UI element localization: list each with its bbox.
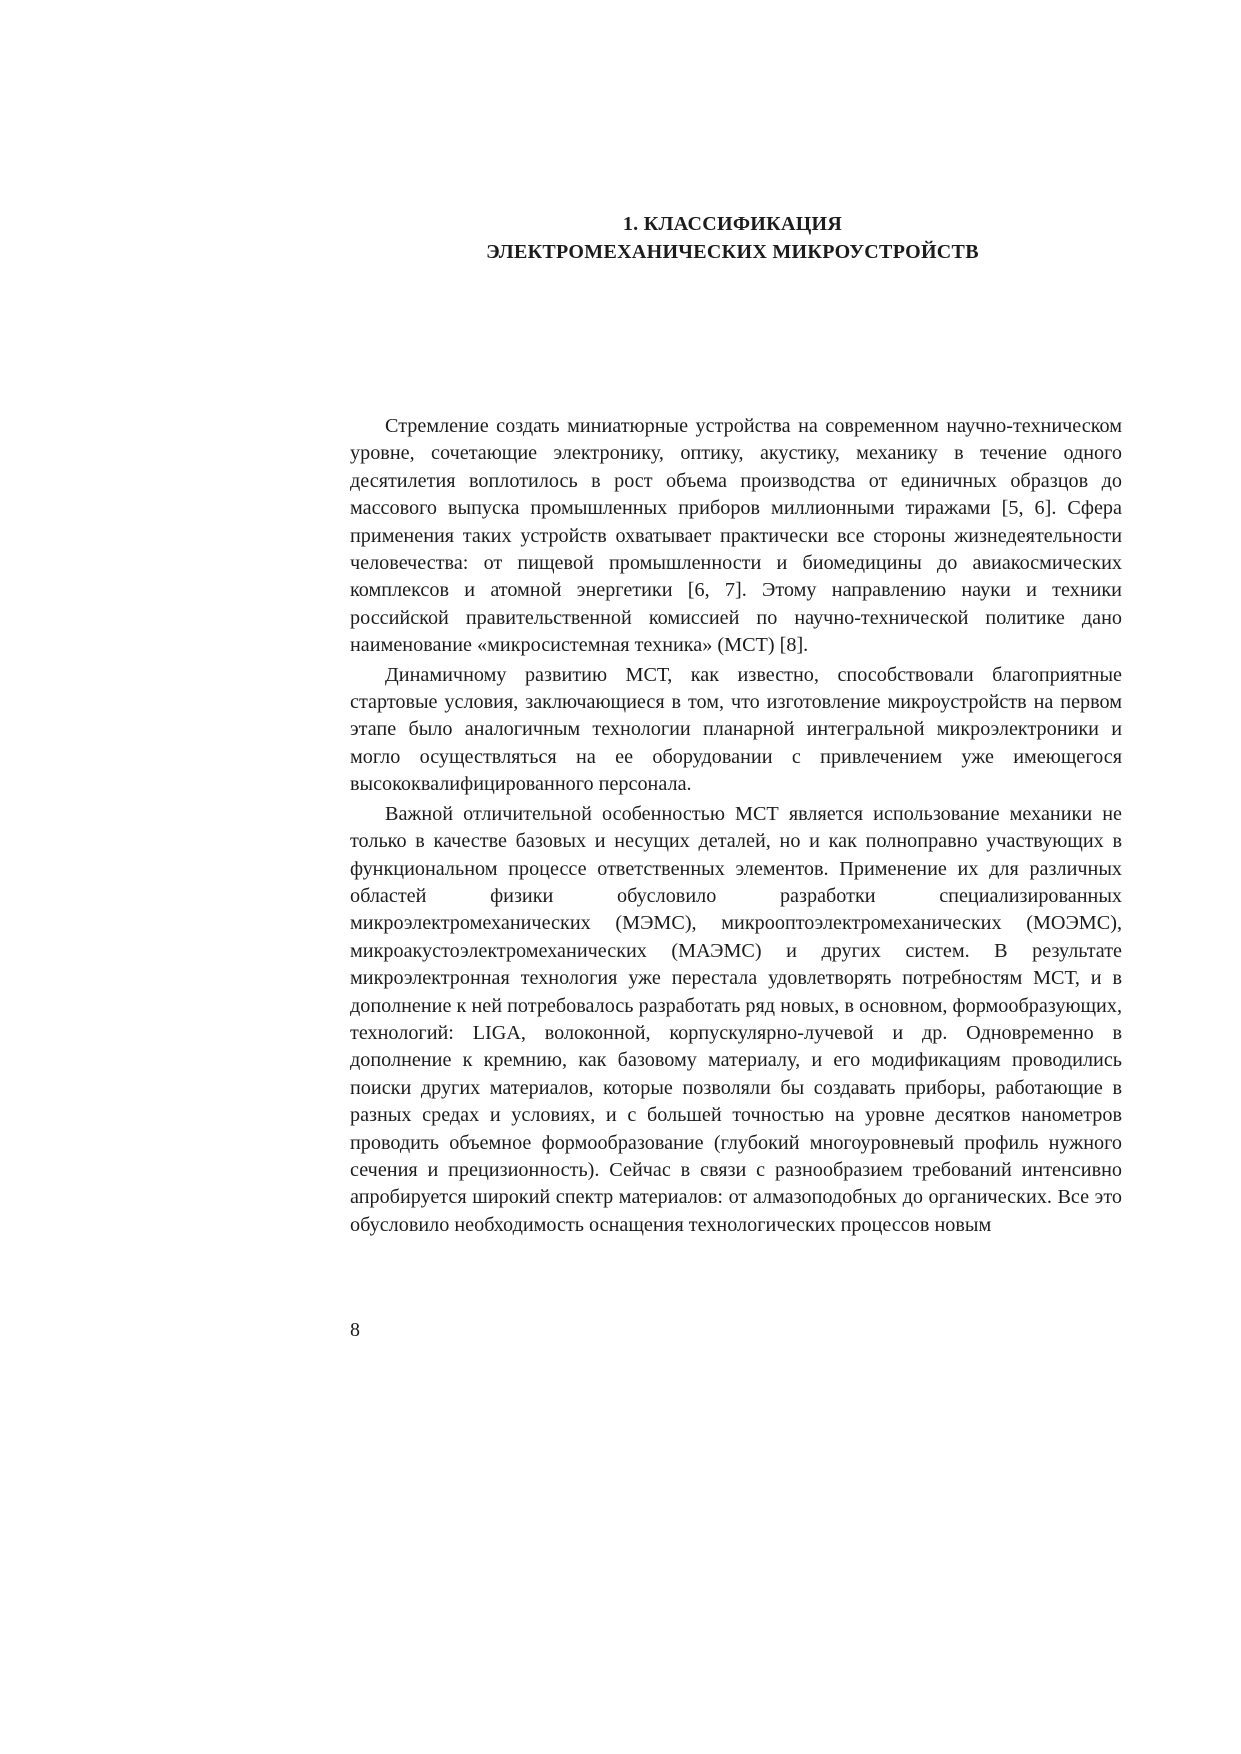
paragraph: Стремление создать миниатюрные устройства на современном научно-техническом уровне, сочетающие электронику, оптику, акустику, механику в течение одного десятилетия воплотилось в рост объема производства от единичных образцов до массового выпуска промышленных приборов миллионными тиражами [5, 6]. Сфера применения таких устройств охватывает практически все стороны жизнедеятельности человечества: от пищевой промышленности и биомедицины до авиакосмических комплексов и атомной энергетики [6, 7]. Этому направлению науки и техники российской правительственной комиссией по научно-технической политике дано наименование «микросистемная техника» (МСТ) [8]. [350,415,1122,657]
chapter-title [340,210,1125,266]
chapter-title-line-1: 1. КЛАССИФИКАЦИЯ [622,213,843,235]
chapter-title-line-2: ЭЛЕКТРОМЕХАНИЧЕСКИХ МИКРОУСТРОЙСТВ [486,241,979,263]
paragraph: Важной отличительной особенностью МСТ является использование механики не только в качестве базовых и несущих деталей, но и как полноправно участвующих в функциональном процессе ответственных элементов. Применение их для различных областей физики обусловило разработки специализированных микроэлектромеханических (МЭМС), микрооптоэлектромеханических (МОЭМС), микроакустоэлектромеханических (МАЭМС) и других систем. В результате микроэлектронная технология уже перестала удовлетворять потребностям МСТ, и в дополнение к ней потребовалось разработать ряд новых, в основном, формообразующих, технологий: LIGA, волоконной, корпускулярно-лучевой и др. Одновременно в дополнение к кремнию, как базовому материалу, и его модификациям проводились поиски других материалов, которые позволяли бы создавать приборы, работающие в разных средах и условиях, и с большей точностью на уровне десятков нанометров проводить объемное формообразование (глубокий многоуровневый профиль нужного сечения и прецизионность). Сейчас в связи с разнообразием требований интенсивно апробируется широкий спектр материалов: от алмазоподобных до органических. Все это обусловило необходимость оснащения технологических процессов новым [350,802,1122,1236]
paragraph: Динамичному развитию МСТ, как известно, способствовали благоприятные стартовые условия, заключающиеся в том, что изготовление микроустройств на первом этапе было аналогичным технологии планарной интегральной микроэлектроники и могло осуществляться на ее оборудовании с привлечением уже имеющегося высококвалифицированного персонала. [350,663,1122,796]
page-number: 8 [350,1319,360,1341]
body-text [350,413,1122,1241]
